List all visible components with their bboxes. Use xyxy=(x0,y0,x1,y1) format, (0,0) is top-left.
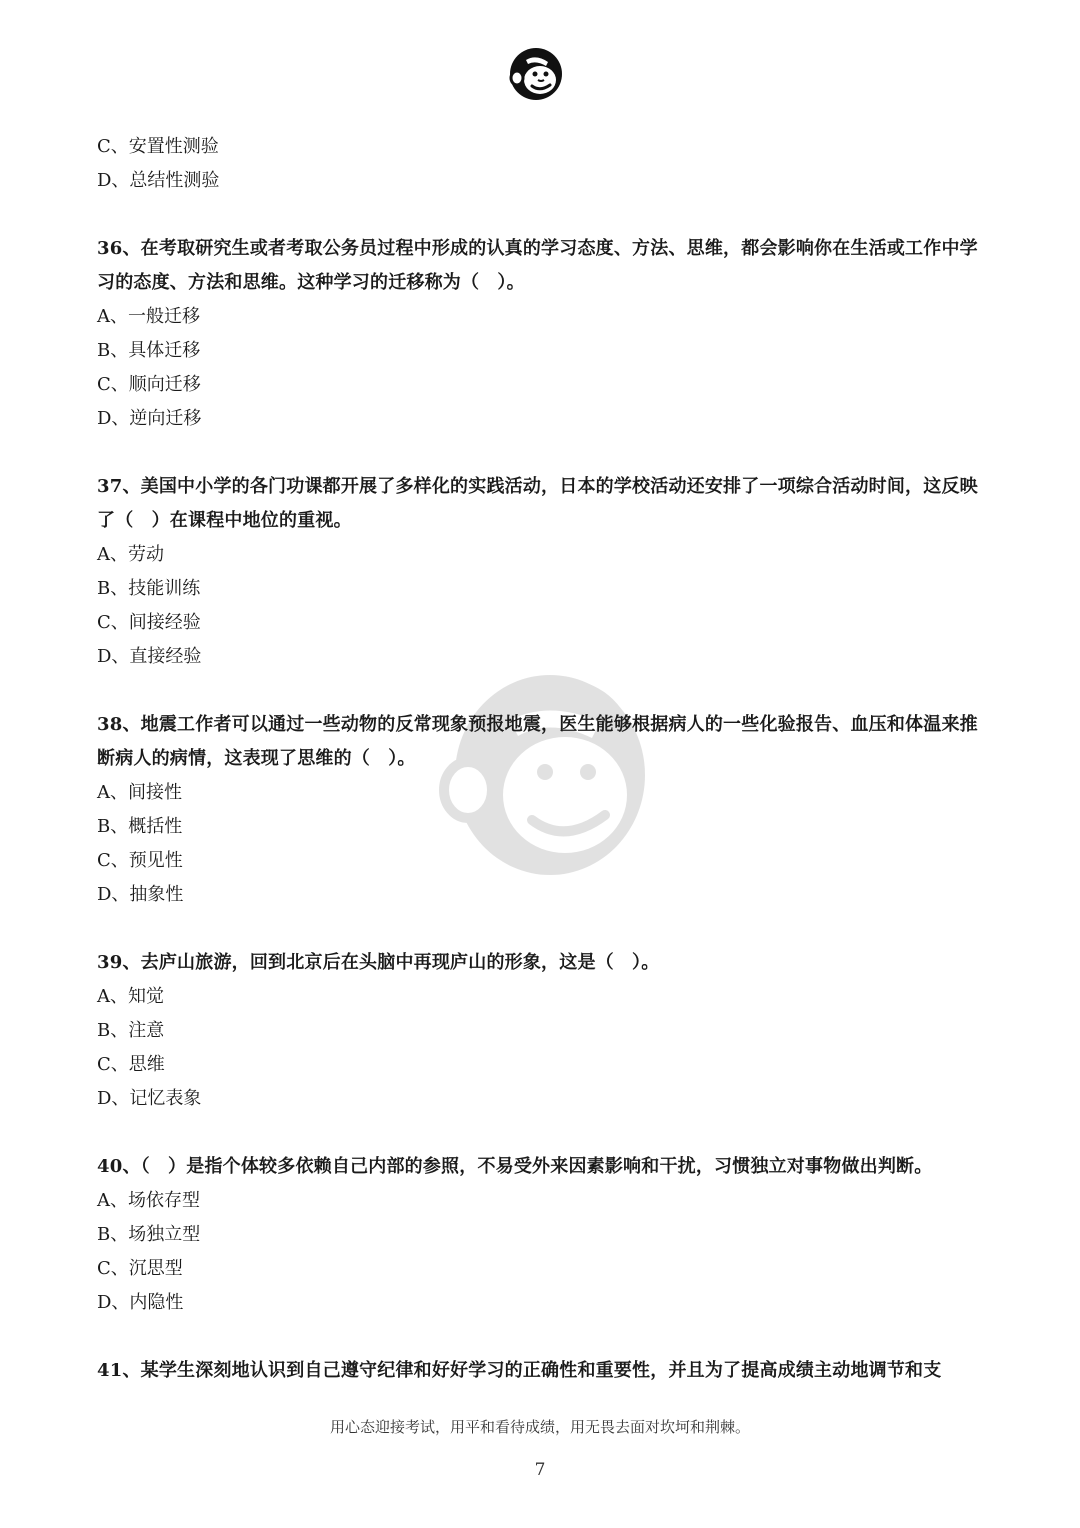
carryover-options xyxy=(97,130,987,198)
option-b: B、具体迁移 xyxy=(97,340,201,361)
question-text: 36、在考取研究生或者考取公务员过程中形成的认真的学习态度、方法、思维，都会影响你在生活或工作中学习的态度、方法和思维。这种学习的迁移称为（ ）。 xyxy=(97,238,978,293)
option-d: D、内隐性 xyxy=(97,1292,184,1313)
question-text: 41、某学生深刻地认识到自己遵守纪律和好好学习的正确性和重要性，并且为了提高成绩主动地调节和支 xyxy=(97,1360,942,1381)
option-b: B、概括性 xyxy=(97,816,183,837)
option-c: C、预见性 xyxy=(97,850,183,871)
option-a: A、知觉 xyxy=(97,986,164,1007)
question-text: 39、去庐山旅游，回到北京后在头脑中再现庐山的形象，这是（ ）。 xyxy=(97,952,660,973)
monkey-logo-icon xyxy=(504,40,568,104)
option-c-carryover: C、安置性测验 xyxy=(97,136,219,157)
option-c: C、思维 xyxy=(97,1054,165,1075)
question-text: 38、地震工作者可以通过一些动物的反常现象预报地震，医生能够根据病人的一些化验报告、血压和体温来推断病人的病情，这表现了思维的（ ）。 xyxy=(97,714,978,769)
option-d: D、记忆表象 xyxy=(97,1088,202,1109)
option-d: D、逆向迁移 xyxy=(97,408,202,429)
question-36 xyxy=(97,232,987,436)
question-38 xyxy=(97,708,987,912)
option-d: D、直接经验 xyxy=(97,646,202,667)
option-b: B、注意 xyxy=(97,1020,165,1041)
question-list xyxy=(97,130,987,1388)
option-b: B、场独立型 xyxy=(97,1224,201,1245)
option-c: C、顺向迁移 xyxy=(97,374,201,395)
footer-motto: 用心态迎接考试，用平和看待成绩，用无畏去面对坎坷和荆棘。 xyxy=(329,1418,750,1436)
option-d: D、抽象性 xyxy=(97,884,184,905)
question-41 xyxy=(97,1354,987,1388)
option-c: C、间接经验 xyxy=(97,612,201,633)
option-b: B、技能训练 xyxy=(97,578,201,599)
option-a: A、间接性 xyxy=(97,782,182,803)
page-number: 7 xyxy=(534,1460,546,1480)
question-text: 40、（ ）是指个体较多依赖自己内部的参照，不易受外来因素影响和干扰，习惯独立对事物做出判断。 xyxy=(97,1156,933,1177)
question-39 xyxy=(97,946,987,1116)
option-d-carryover: D、总结性测验 xyxy=(97,170,220,191)
option-c: C、沉思型 xyxy=(97,1258,183,1279)
question-text: 37、美国中小学的各门功课都开展了多样化的实践活动，日本的学校活动还安排了一项综合活动时间，这反映了（ ）在课程中地位的重视。 xyxy=(97,476,978,531)
option-a: A、场依存型 xyxy=(97,1190,200,1211)
option-a: A、劳动 xyxy=(97,544,164,565)
question-37 xyxy=(97,470,987,674)
question-40 xyxy=(97,1150,987,1320)
option-a: A、一般迁移 xyxy=(97,306,200,327)
